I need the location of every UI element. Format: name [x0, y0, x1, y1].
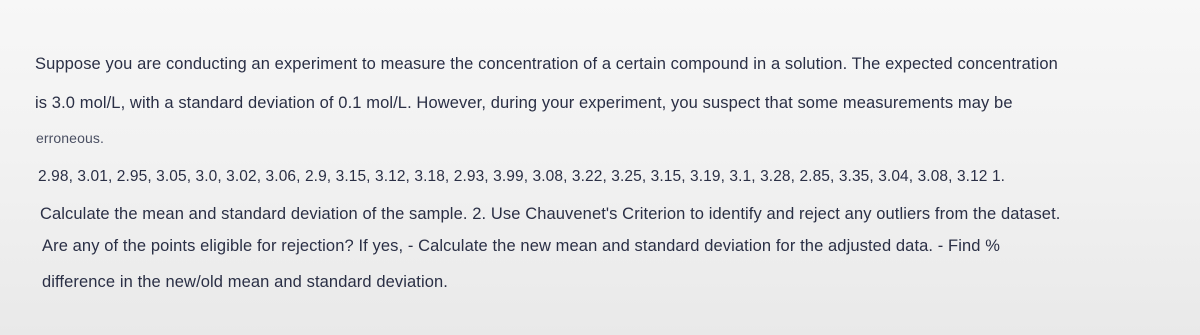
problem-text-line-6: Are any of the points eligible for rejection? If yes, - Calculate the new mean and standard deviation for the adjusted data. - Find %	[42, 237, 1001, 255]
problem-text-line-5: Calculate the mean and standard deviation of the sample. 2. Use Chauvenet's Criterion to identify and reject any outliers from the dataset.	[40, 205, 1061, 223]
measurement-data-line: 2.98, 3.01, 2.95, 3.05, 3.0, 3.02, 3.06, 2.9, 3.15, 3.12, 3.18, 2.93, 3.99, 3.08, 3.22, 3.25, 3.15, 3.19, 3.1, 3.28, 2.85, 3.35, 3.04, 3.08, 3.12 1.	[38, 168, 1006, 185]
problem-text-line-3: erroneous.	[36, 130, 104, 146]
problem-text-line-1: Suppose you are conducting an experiment to measure the concentration of a certain compound in a solution. The expected concentration	[35, 55, 1058, 73]
problem-text-line-7: difference in the new/old mean and standard deviation.	[42, 273, 448, 291]
problem-text-line-2: is 3.0 mol/L, with a standard deviation of 0.1 mol/L. However, during your experiment, you suspect that some measurements may be	[35, 94, 1013, 112]
